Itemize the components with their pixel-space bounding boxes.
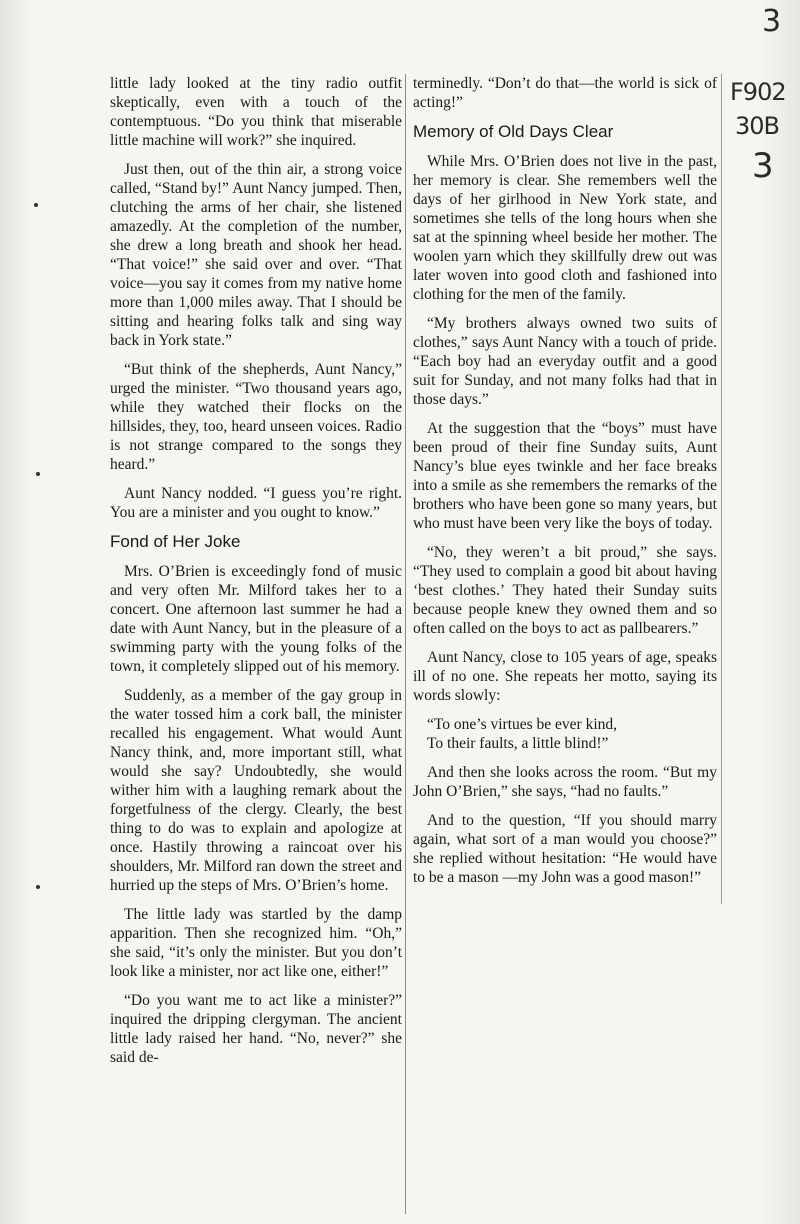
column-divider [405,74,406,1214]
paragraph: Aunt Nancy, close to 105 years of age, speaks ill of no one. She repeats her motto, saying its words slowly: [413,649,717,704]
handwritten-note-page: 3 [752,146,774,186]
paragraph: Suddenly, as a member of the gay group in the water tossed him a cork ball, the minister recalled his engagement. What would Aunt Nancy think, and, more important still, what would she say? Undoubtedly, she would wither him with a laughing remark about the forgetfulness of the clergy. Clearly, the best thing to do was to explain and apologize at once. Hastily throwing a raincoat over his shoulders, Mr. Milford ran down the street and hurried up the steps of Mrs. O’Brien’s home. [110,687,402,894]
margin-dot [34,203,38,207]
paragraph: And then she looks across the room. “But my John O’Brien,” she says, “had no faults.” [413,764,717,800]
paragraph: Just then, out of the thin air, a strong voice called, “Stand by!” Aunt Nancy jumped. Then, clutching the arms of her chair, she listened amazedly. At the completion of the number, she drew a long breath and shook her head. “That voice!” she said over and over. “That voice—you say it comes from my native home more than 1,000 miles away. That I should be sitting and hearing folks talk and sing way back in York state.” [110,161,402,349]
paragraph: At the suggestion that the “boys” must have been proud of their fine Sunday suits, Aunt Nancy’s blue eyes twinkle and her face breaks into a smile as she remembers the remarks of the brothers who have been gone so many years, but who must have been very like the boys of today. [413,420,717,532]
paragraph: The little lady was startled by the damp apparition. Then she recognized him. “Oh,” she said, “it’s only the minister. But you don’t look like a minister, nor act like one, either!” [110,906,402,980]
paragraph: While Mrs. O’Brien does not live in the past, her memory is clear. She remembers well the days of her girlhood in New York state, and sometimes she tells of the long hours when she sat at the spinning wheel beside her mother. The woolen yarn which they skillfully drew out was later woven into good cloth and fashioned into clothing for the men of the family. [413,153,717,303]
section-heading: Fond of Her Joke [110,532,241,551]
right-column [413,74,717,897]
verse-line: “To one’s virtues be ever kind, [427,716,618,733]
paragraph: “Do you want me to act like a minister?” inquired the dripping clergyman. The ancient little lady raised her hand. “No, never?” she said de- [110,992,402,1066]
section-heading: Memory of Old Days Clear [413,122,614,141]
paragraph: “But think of the shepherds, Aunt Nancy,” urged the minister. “Two thousand years ago, while they watched their flocks on the hillsides, they, too, heard unseen voices. Radio is not strange compared to the songs they heard.” [110,361,402,473]
left-column [110,74,402,1077]
handwritten-note-catalog: F902 [730,78,786,106]
paragraph: Mrs. O’Brien is exceedingly fond of music and very often Mr. Milford takes her to a concert. One afternoon last summer he had a date with Aunt Nancy, but in the pleasure of a swimming party with the young folks of the town, it completely slipped out of his memory. [110,563,402,675]
paragraph: “My brothers always owned two suits of clothes,” says Aunt Nancy with a touch of pride. “Each boy had an everyday outfit and a good suit for Sunday, and not many folks had that in those days.” [413,315,717,408]
paragraph: And to the question, “If you should marry again, what sort of a man would you choose?” she replied without hesitation: “He would have to be a mason —my John was a good mason!” [413,812,717,886]
right-margin-rule [721,74,722,904]
margin-dot [36,472,40,476]
paragraph: terminedly. “Don’t do that—the world is sick of acting!” [413,75,717,111]
page-number: 3 [762,4,782,39]
handwritten-note-box: 30B [735,112,780,140]
margin-dot [36,885,40,889]
paragraph: “No, they weren’t a bit proud,” she says. “They used to complain a good bit about having ‘best clothes.’ They hated their Sunday suits because people knew they owned them and so often called on the boys to act as pallbearers.” [413,544,717,637]
paragraph: Aunt Nancy nodded. “I guess you’re right. You are a minister and you ought to know.” [110,485,402,521]
verse-line: To their faults, a little blind!” [427,735,609,752]
paragraph: little lady looked at the tiny radio outfit skeptically, even with a touch of the contemptuous. “Do you think that miserable little machine will work?” she inquired. [110,75,402,149]
